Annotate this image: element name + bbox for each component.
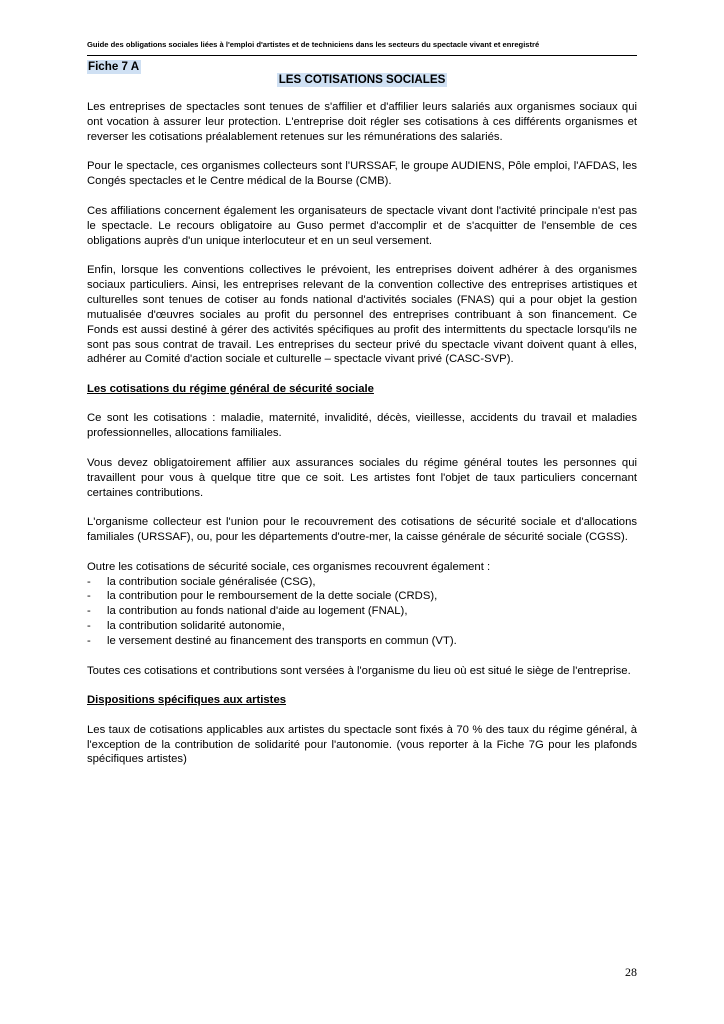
- list-item-text: la contribution pour le remboursement de la dette sociale (CRDS),: [107, 590, 438, 603]
- section-heading-general: Les cotisations du régime général de sécurité sociale: [87, 382, 374, 395]
- list-item-text: la contribution solidarité autonomie,: [107, 620, 285, 633]
- general-paragraph-2: Vous devez obligatoirement affilier aux assurances sociales du régime général toutes les personnes qui travaillent pour vous à quelque titre que ce soit. Les artistes font l'objet de taux particuliers concernant certaines contributions.: [87, 456, 637, 499]
- list-item: [87, 604, 637, 619]
- intro-paragraph-3: Ces affiliations concernent également les organisateurs de spectacle vivant dont l'activité principale n'est pas le spectacle. Le recours obligatoire au Guso permet d'accomplir et de s'acquitter de l'ensemble de ces obligations auprès d'un unique interlocuteur et en un seul versement.: [87, 204, 637, 247]
- page-title: [87, 73, 637, 87]
- general-closing-paragraph: Toutes ces cotisations et contributions sont versées à l'organisme du lieu où est situé le siège de l'entreprise.: [87, 664, 631, 677]
- page-number: 28: [625, 965, 637, 979]
- intro-paragraph-2: Pour le spectacle, ces organismes collecteurs sont l'URSSAF, le groupe AUDIENS, Pôle emploi, l'AFDAS, les Congés spectacles et le Centre médical de la Bourse (CMB).: [87, 160, 637, 188]
- running-header: Guide des obligations sociales liées à l'emploi d'artistes et de techniciens dans les secteurs du spectacle vivant et enregistré: [87, 40, 540, 49]
- section-heading-artists: Dispositions spécifiques aux artistes: [87, 694, 287, 707]
- intro-paragraph-1: Les entreprises de spectacles sont tenues de s'affilier et d'affilier leurs salariés aux organismes sociaux qui ont vocation à assurer leur protection. L'entreprise doit régler ses cotisations à ces différents organismes et reverser les cotisations préalablement retenues sur les rémunérations des salariés.: [87, 101, 637, 143]
- list-intro: Outre les cotisations de sécurité sociale, ces organismes recouvrent également :: [87, 560, 491, 573]
- general-paragraph-3: L'organisme collecteur est l'union pour le recouvrement des cotisations de sécurité sociale et d'allocations familiales (URSSAF), ou, pour les départements d'outre-mer, la caisse générale de sécurité sociale (CGSS).: [87, 516, 637, 544]
- contributions-list: [87, 575, 637, 650]
- list-item: [87, 589, 637, 604]
- list-item-text: le versement destiné au financement des transports en commun (VT).: [107, 635, 457, 648]
- list-dash: -: [87, 590, 91, 603]
- general-paragraph-1: Ce sont les cotisations : maladie, maternité, invalidité, décès, vieillesse, accidents du travail et maladies professionnelles, allocations familiales.: [87, 412, 637, 440]
- fiche-label: Fiche 7 A: [88, 60, 140, 73]
- list-item: [87, 619, 637, 634]
- list-item-text: la contribution sociale généralisée (CSG),: [107, 575, 316, 588]
- list-dash: -: [87, 620, 91, 633]
- list-item-text: la contribution au fonds national d'aide au logement (FNAL),: [107, 605, 408, 618]
- list-dash: -: [87, 635, 91, 648]
- intro-paragraph-4: Enfin, lorsque les conventions collectives le prévoient, les entreprises doivent adhérer à des organismes sociaux particuliers. Ainsi, les entreprises relevant de la convention collective des entreprises artistiques et culturelles sont tenues de cotiser au fonds national d'activités sociales (FNAS) qui a pour objet la gestion mutualisée d'œuvres sociales au profit du personnel des entreprises contribuant à son financement. Ce Fonds est aussi destiné à gérer des activités spécifiques au profit des intermittents du spectacle lorsqu'ils ne sont pas sous contrat de travail. Les entreprises du secteur privé du spectacle vivant doivent quant à elles, adhérer au Comité d'action sociale et culturelle – spectacle vivant privé (CASC-SVP).: [87, 264, 637, 366]
- list-item: [87, 634, 637, 649]
- artists-paragraph: Les taux de cotisations applicables aux artistes du spectacle sont fixés à 70 % des taux du régime général, à l'exception de la contribution de solidarité pour l'autonomie. (vous reporter à la Fiche 7G pour les plafonds spécifiques artistes): [87, 723, 637, 766]
- header-divider: [87, 55, 637, 56]
- list-item: [87, 575, 637, 590]
- list-dash: -: [87, 605, 91, 618]
- document-body: [87, 100, 637, 782]
- list-dash: -: [87, 575, 91, 588]
- page-title-text: LES COTISATIONS SOCIALES: [278, 73, 446, 86]
